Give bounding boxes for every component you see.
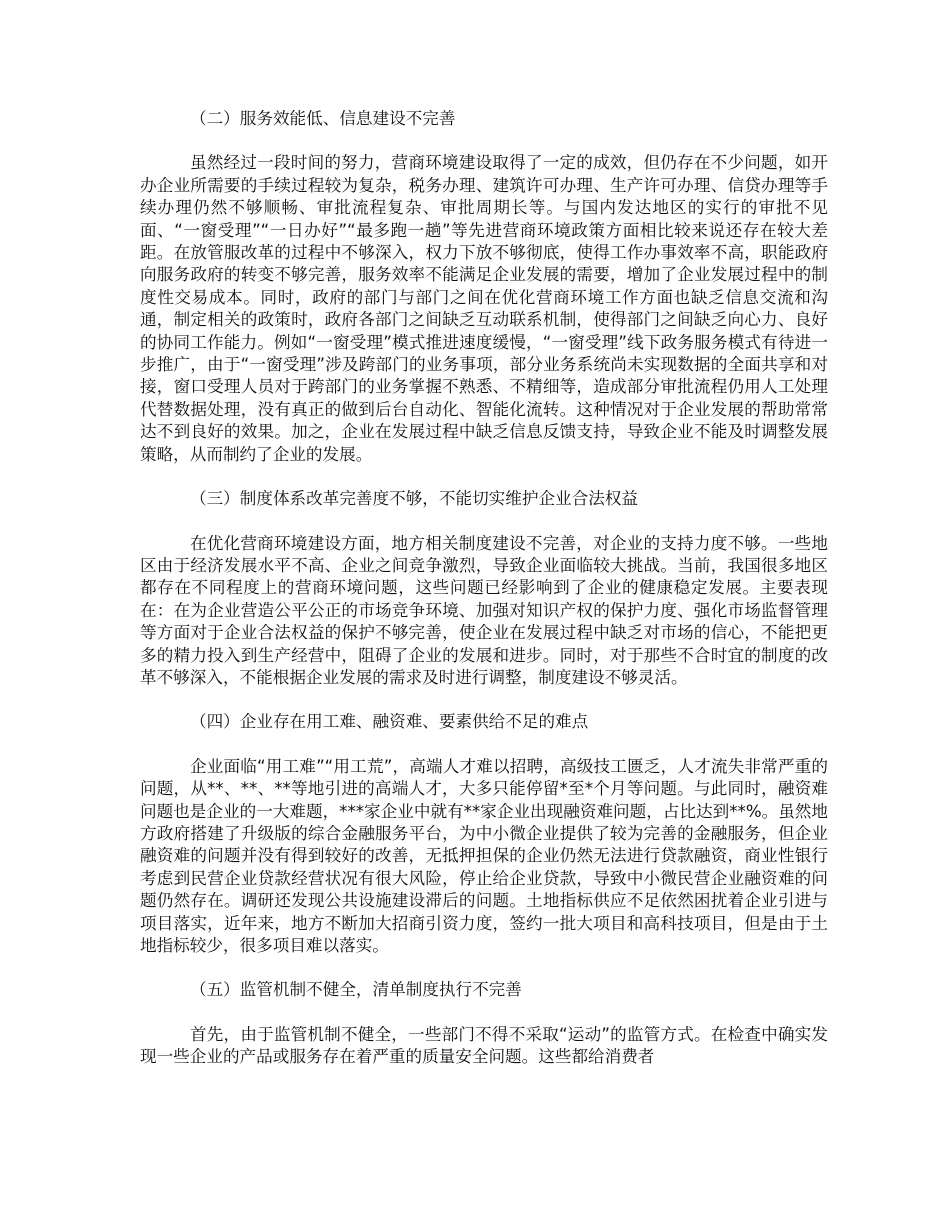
section-heading-4: （四）企业存在用工难、融资难、要素供给不足的难点 [190,712,589,732]
section-paragraph-4: 企业面临“用工难”“用工荒”，高端人才难以招聘，高级技工匮乏，人才流失非常严重的问题，从**、**、**等地引进的高端人才，大多只能停留*至*个月等问题。与此同时，融资难问题也是企业的一大难题，***家企业中就有**家企业出现融资难问题，占比达到**%。虽然地方政府搭建了升级版的综合金融服务平台，为中小微企业提供了较为完善的金融服务，但企业融资难的问题并没有得到较好的改善，无抵押担保的企业仍然无法进行贷款融资，商业性银行考虑到民营企业贷款经营状况有很大风险，停止给企业贷款，导致中小微民营企业融资难的问题仍然存在。调研还发现公共设施建设滞后的问题。土地指标供应不足依然困扰着企业引进与项目落实，近年来，地方不断加大招商引资力度，签约一批大项目和高科技项目，但是由于土地指标较少，很多项目难以落实。 [140,756,828,955]
section-heading-5: （五）监管机制不健全，清单制度执行不完善 [190,980,522,1000]
section-heading-2: （二）服务效能低、信息建设不完善 [190,109,456,128]
section-heading-3: （三）制度体系改革完善度不够，不能切实维护企业合法权益 [190,489,639,509]
document-body [140,108,828,1091]
section-paragraph-3: 在优化营商环境建设方面，地方相关制度建设不完善，对企业的支持力度不够。一些地区由于经济发展水平不高、企业之间竞争激烈，导致企业面临较大挑战。当前，我国很多地区都存在不同程度上的营商环境问题，这些问题已经影响到了企业的健康稳定发展。主要表现在：在为企业营造公平公正的市场竞争环境、加强对知识产权的保护力度、强化市场监督管理等方面对于企业合法权益的保护不够完善，使企业在发展过程中缺乏对市场的信心，不能把更多的精力投入到生产经营中，阻碍了企业的发展和进步。同时，对于那些不合时宜的制度的改革不够深入，不能根据企业发展的需求及时进行调整，制度建设不够灵活。 [140,533,828,687]
section-paragraph-5: 首先，由于监管机制不健全，一些部门不得不采取“运动”的监管方式。在检查中确实发现一些企业的产品或服务存在着严重的质量安全问题。这些都给消费者 [140,1024,828,1067]
section-paragraph-2: 虽然经过一段时间的努力，营商环境建设取得了一定的成效，但仍存在不少问题，如开办企业所需要的手续过程较为复杂，税务办理、建筑许可办理、生产许可办理、信贷办理等手续办理仍然不够顺畅、审批流程复杂、审批周期长等。与国内发达地区的实行的审批不见面、“一窗受理”“一日办好”“最多跑一趟”等先进营商环境政策方面相比较来说还存在较大差距。在放管服改革的过程中不够深入，权力下放不够彻底，使得工作办事效率不高，职能政府向服务政府的转变不够完善，服务效率不能满足企业发展的需要，增加了企业发展过程中的制度性交易成本。同时，政府的部门与部门之间在优化营商环境工作方面也缺乏信息交流和沟通，制定相关的政策时，政府各部门之间缺乏互动联系机制，使得部门之间缺乏向心力、良好的协同工作能力。例如“一窗受理”模式推进速度缓慢，“一窗受理”线下政务服务模式有待进一步推广，由于“一窗受理”涉及跨部门的业务事项，部分业务系统尚未实现数据的全面共享和对接，窗口受理人员对于跨部门的业务掌握不熟悉、不精细等，造成部分审批流程仍用人工处理代替数据处理，没有真正的做到后台自动化、智能化流转。这种情况对于企业发展的帮助常常达不到良好的效果。加之，企业在发展过程中缺乏信息反馈支持，导致企业不能及时调整发展策略，从而制约了企业的发展。 [140,153,828,464]
